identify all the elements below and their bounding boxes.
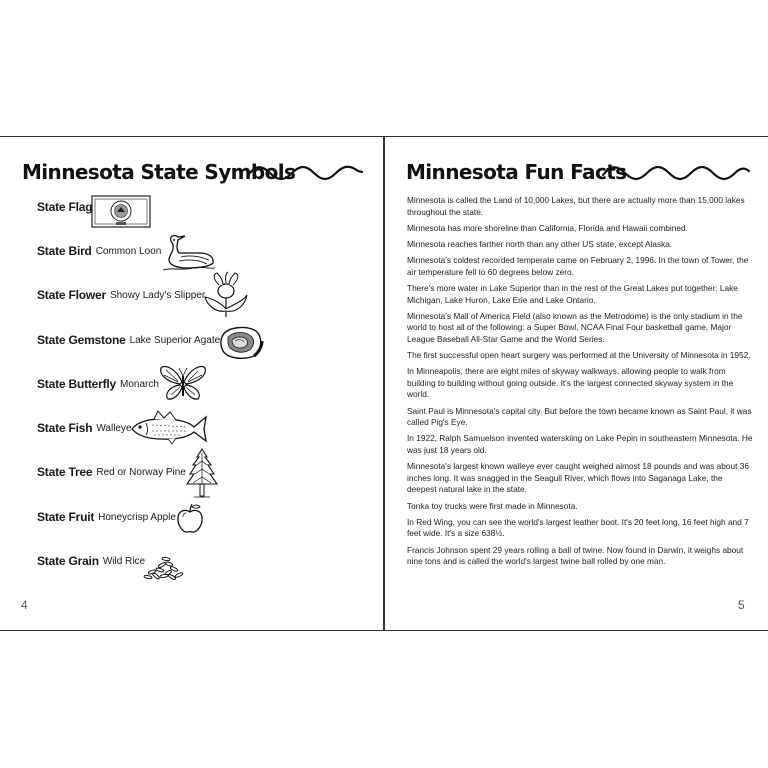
page-title: Minnesota Fun Facts — [406, 160, 627, 184]
fact-item: Saint Paul is Minnesota's capital city. But before the town became known as Saint Paul, it was called Pig's Eye. — [407, 405, 752, 428]
fact-item: Francis Johnson spent 29 years rolling a ball of twine. Now found in Darwin, it weighs about nine tons and is called the world's largest twine ball rolled by one man. — [407, 544, 744, 567]
loon-icon — [159, 233, 217, 273]
symbol-label: State Gemstone — [37, 333, 126, 347]
page-title: Minnesota State Symbols — [22, 160, 296, 184]
symbol-label: State Butterfly — [37, 377, 117, 391]
symbol-row-fruit — [37, 497, 176, 537]
symbol-row-flag — [37, 187, 96, 227]
symbol-label: State Flag — [37, 200, 93, 214]
flag-icon — [91, 195, 151, 228]
pine-tree-icon — [185, 447, 219, 499]
symbol-value: Monarch — [120, 378, 159, 390]
squiggle-decoration — [246, 163, 364, 185]
symbol-row-tree — [37, 452, 186, 492]
fun-facts-list — [407, 195, 753, 572]
butterfly-icon — [158, 362, 208, 404]
fact-item: There's more water in Lake Superior than in the rest of the Great Lakes put together: Lake Michigan, Lake Huron, Lake Erie and Lake Ontario. — [407, 282, 738, 305]
squiggle-decoration — [601, 163, 751, 185]
symbol-label: State Tree — [37, 465, 93, 479]
symbol-label: State Fruit — [37, 510, 95, 524]
fact-item: Minnesota's largest known walleye ever caught weighed almost 18 pounds and was about 36 inches long. It was snagged in the Seagull River, which flows into Saganaga Lake, the deepest natural lake in the state. — [407, 461, 749, 495]
fact-item: The first successful open heart surgery was performed at the University of Minnesota in 1952. — [407, 350, 751, 361]
fact-item: Tonka toy trucks were first made in Minnesota. — [407, 500, 578, 511]
fact-item: Minnesota's coldest recorded temperate came on February 2, 1996. In the town of Tower, the air temperature fell to 60 degrees below zero. — [407, 255, 749, 277]
symbol-row-grain — [37, 541, 145, 581]
fact-item: In Red Wing, you can see the world's largest leather boot. It's 20 feet long, 16 feet high and 7 feet wide. It's a size 638½. — [407, 516, 749, 539]
symbol-value: Honeycrisp Apple — [98, 511, 176, 523]
fact-item: Minnesota's Mall of America Field (also known as the Metrodome) is the only stadium in the world to host all of the following: a Super Bowl, NCAA Final Four basketball game, Major League Baseball All-Star Game and the World Series. — [407, 310, 743, 344]
symbol-row-butterfly — [37, 364, 159, 404]
fact-item: In Minneapolis, there are eight miles of skyway walkways, allowing people to walk from building to building without going outside. It's the largest connected skyway system in the world. — [407, 366, 734, 400]
symbol-value: Walleye — [96, 422, 132, 434]
fact-item: Minnesota is called the Land of 10,000 Lakes, but there are actually more than 15,000 lakes throughout the state. — [407, 195, 745, 217]
apple-icon — [176, 503, 204, 535]
symbol-value: Red or Norway Pine — [96, 466, 186, 478]
book-spread — [0, 136, 768, 633]
wild-rice-icon — [140, 554, 186, 582]
fish-icon — [128, 409, 210, 447]
agate-icon — [218, 323, 264, 361]
fact-item: Minnesota reaches farther north than any other US state, except Alaska. — [407, 238, 673, 249]
symbol-label: State Bird — [37, 244, 92, 258]
symbol-value: Showy Lady's Slipper — [109, 289, 206, 301]
symbol-row-fish — [37, 408, 132, 448]
fact-item: In 1922, Ralph Samuelson invented waterskiing on Lake Pepin in southeastern Minnesota. He was just 18 years old. — [407, 433, 753, 456]
left-page — [0, 136, 384, 631]
page-number: 5 — [738, 598, 745, 612]
fact-item: Minnesota has more shoreline than California, Florida and Hawaii combined. — [407, 222, 688, 233]
symbol-value: Wild Rice — [102, 555, 146, 567]
symbol-label: State Grain — [37, 554, 99, 568]
flower-icon — [201, 271, 251, 319]
symbol-label: State Fish — [37, 421, 93, 435]
page-number: 4 — [21, 598, 28, 612]
symbol-row-gemstone — [37, 320, 220, 360]
symbol-value: Lake Superior Agate — [129, 334, 221, 346]
symbol-label: State Flower — [37, 288, 106, 302]
symbol-row-bird — [37, 231, 161, 271]
symbol-row-flower — [37, 275, 205, 315]
symbol-value: Common Loon — [95, 245, 162, 257]
right-page — [384, 136, 768, 631]
